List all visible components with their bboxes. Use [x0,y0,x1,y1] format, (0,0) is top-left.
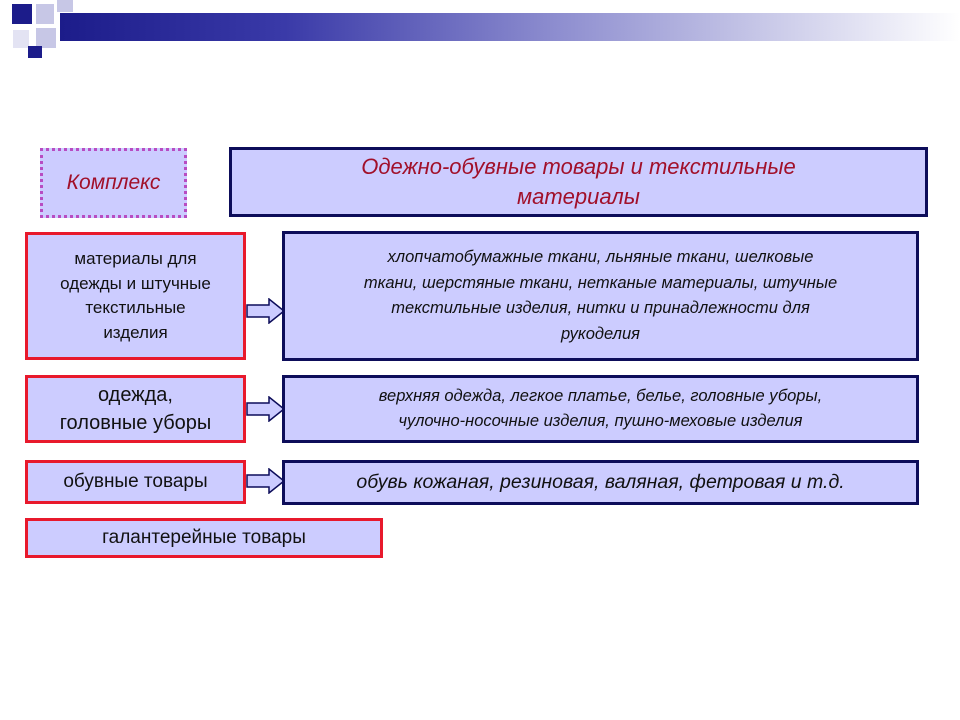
header-square-6 [28,46,42,58]
header-square-2 [36,4,54,24]
complex-label: Комплекс [66,171,161,194]
category-line: галантерейные товары [102,527,306,548]
description-line: ткани, шерстяные ткани, нетканые материалы, штучные [363,273,838,292]
category-line: изделия [103,322,168,342]
category-box-materials [25,232,246,360]
description-line: обувь кожаная, резиновая, валяная, фетровая и т.д. [356,471,845,493]
title-box [229,147,928,217]
complex-label-box [40,148,187,218]
header-gradient-bar [60,13,960,41]
category-box-clothing [25,375,246,443]
title-line-2: материалы [517,184,640,209]
description-line: рукоделия [561,324,640,343]
arrow-right-icon [246,298,286,324]
header-square-3 [57,0,73,12]
category-line: текстильные [85,298,186,317]
description-box-clothing [282,375,919,443]
header-square-1 [12,4,32,24]
header-square-5 [13,30,29,48]
description-line: хлопчатобумажные ткани, льняные ткани, шелковые [387,248,814,266]
description-box-materials [282,231,919,361]
arrow-right-icon [246,396,286,422]
description-box-footwear [282,460,919,505]
description-line: чулочно-носочные изделия, пушно-меховые изделия [398,412,803,430]
arrow-right-icon [246,468,286,494]
description-line: текстильные изделия, нитки и принадлежности для [391,299,810,317]
title-line-1: Одежно-обувные товары и текстильные [361,154,796,179]
category-box-footwear [25,460,246,504]
category-box-haberdashery [25,518,383,558]
category-line: одежды и штучные [60,273,211,293]
header-square-4 [36,28,56,48]
category-line: головные уборы [59,412,212,434]
category-line: одежда, [98,384,173,406]
category-line: обувные товары [63,471,208,492]
description-line: верхняя одежда, легкое платье, белье, головные уборы, [378,387,823,405]
category-line: материалы для [74,249,197,268]
